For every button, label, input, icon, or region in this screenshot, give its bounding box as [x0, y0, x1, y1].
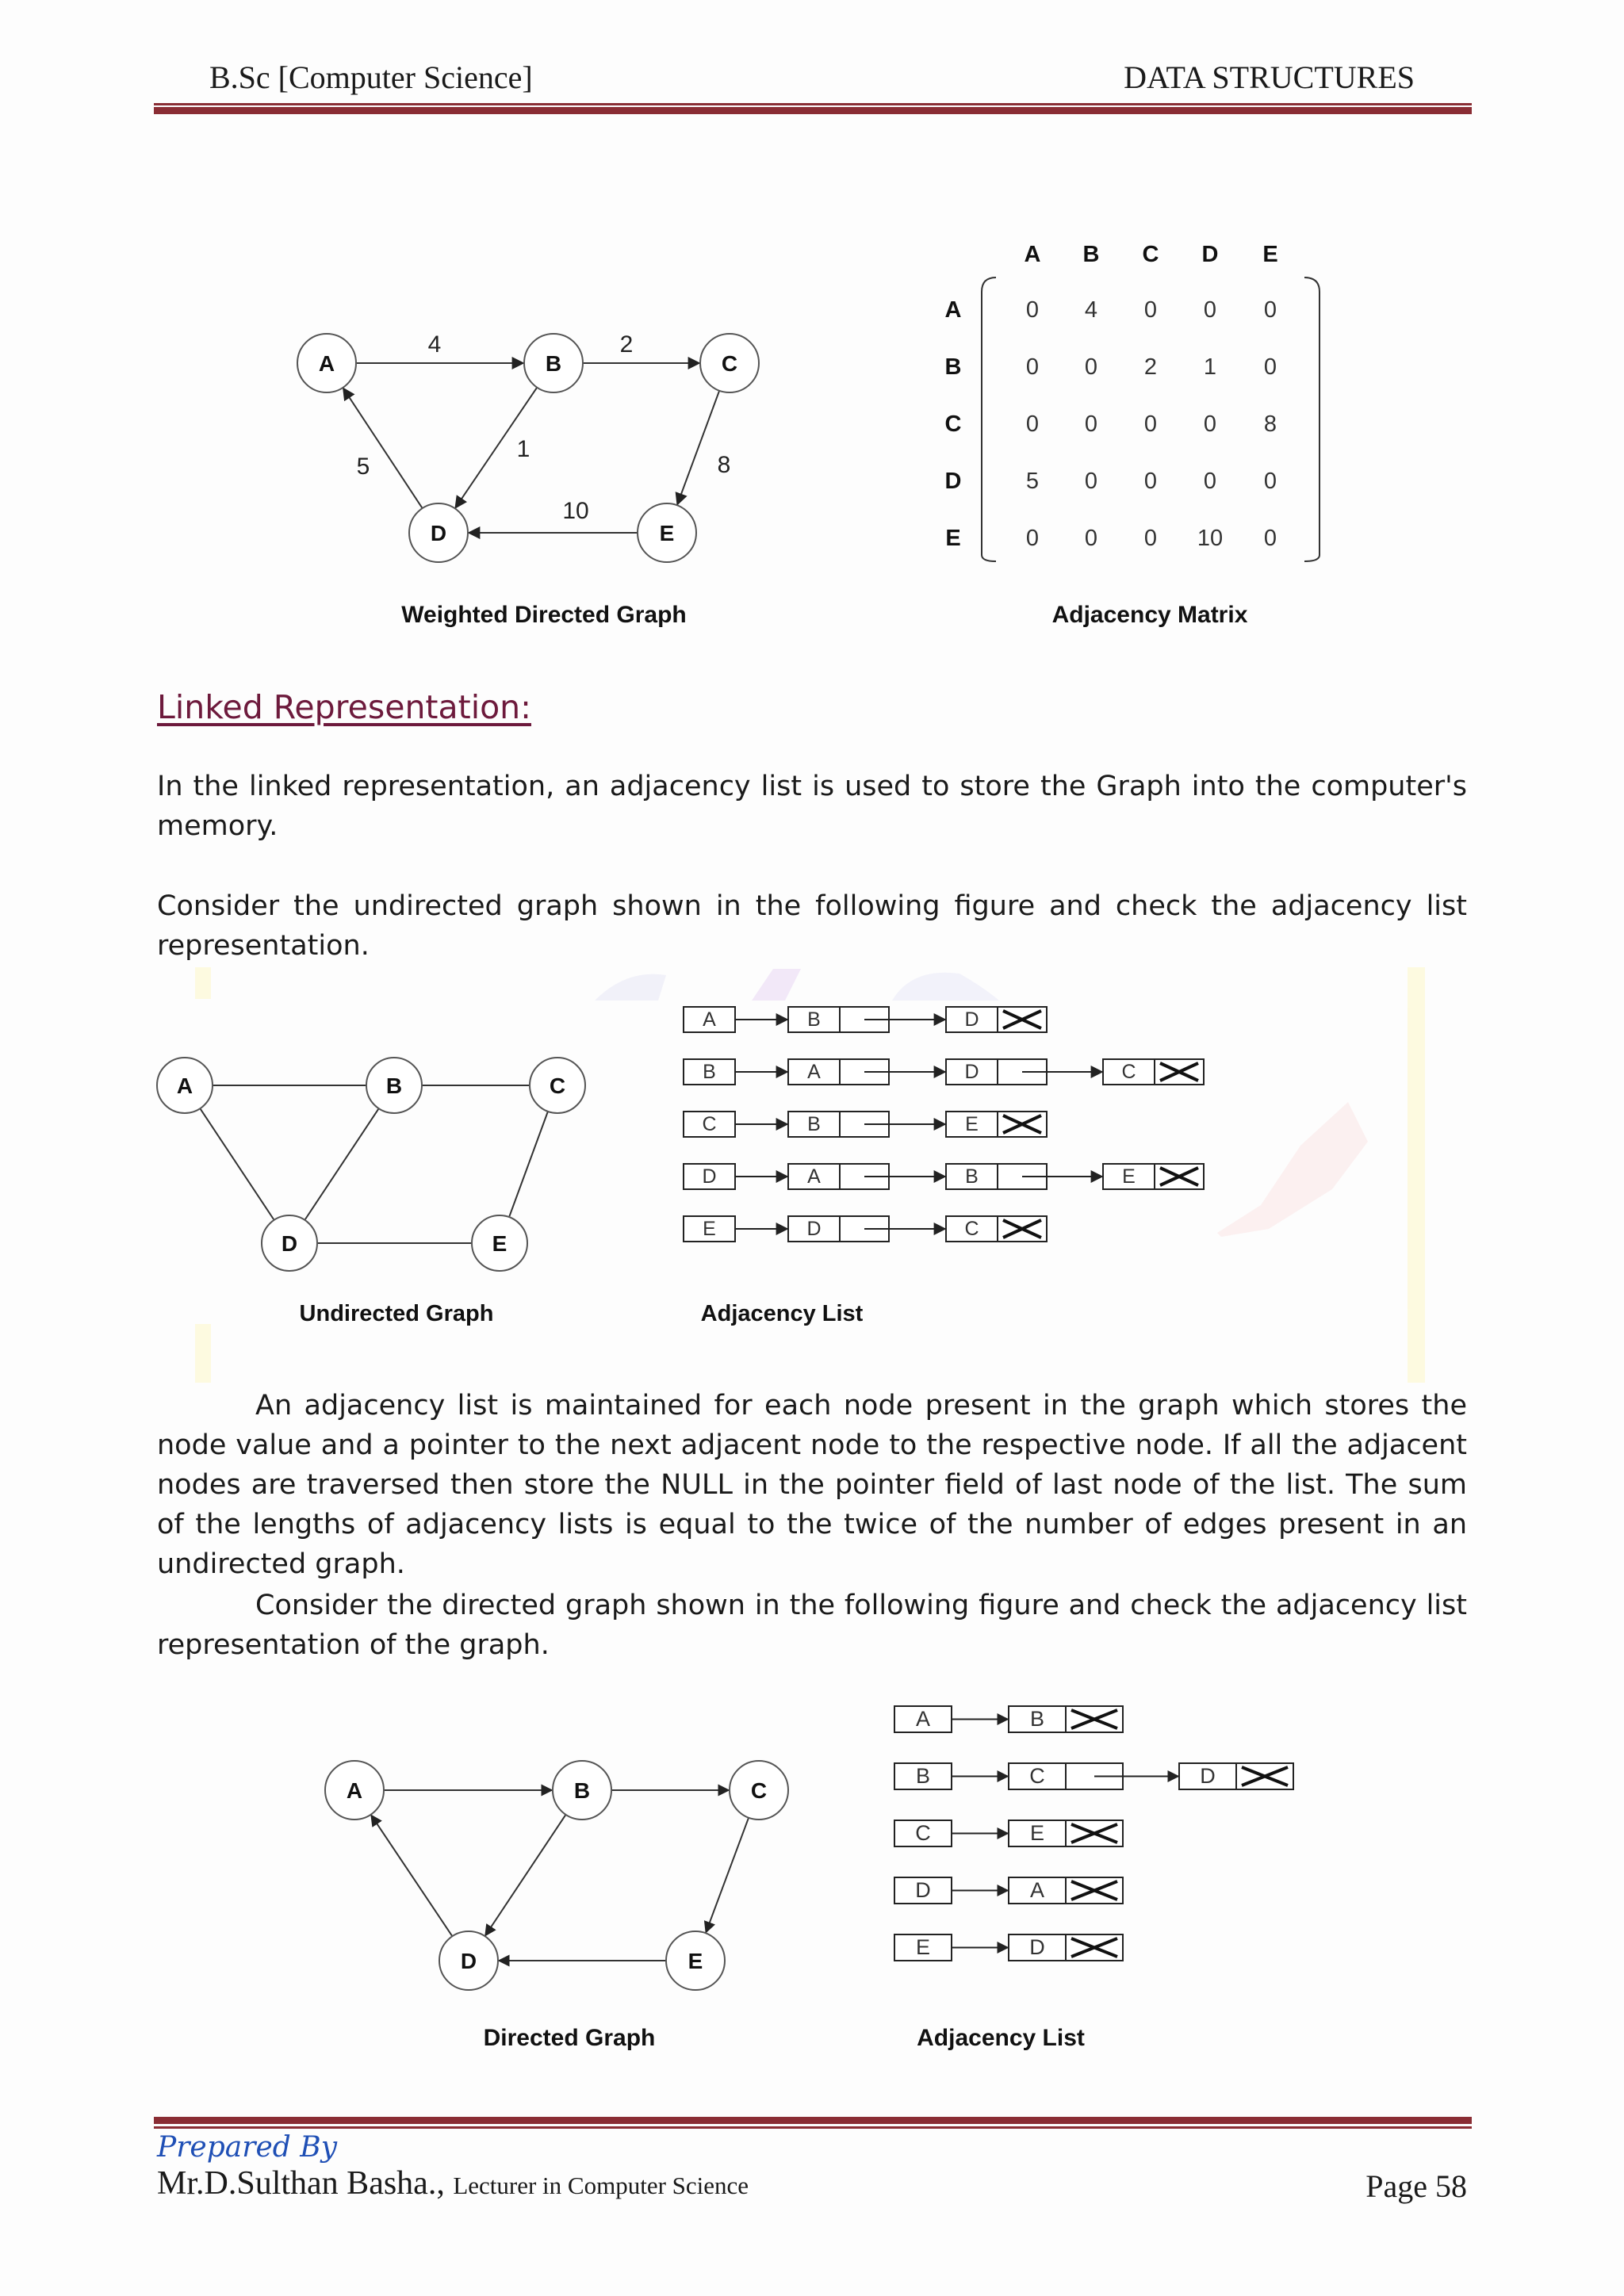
list-head-label: D [915, 1878, 931, 1902]
matrix-cell: 0 [1263, 469, 1277, 494]
edge-weight-label: 2 [619, 331, 634, 358]
node-b-label: B [545, 351, 562, 376]
undirected-adjacency-list [684, 1007, 1204, 1242]
header-rule-thin [154, 103, 1472, 105]
author [157, 2164, 749, 2202]
list-node-label: E [1029, 1821, 1045, 1845]
edge-weight-label: 1 [516, 436, 530, 462]
edge-b-d [485, 1815, 565, 1936]
node-d-label: D [460, 1949, 477, 1973]
matrix-cell: 0 [1263, 526, 1277, 551]
list-head-label: C [702, 1113, 717, 1135]
edge-b-d [305, 1108, 379, 1219]
list-head-label: B [915, 1764, 931, 1788]
node-b-label: B [385, 1073, 403, 1098]
matrix-left-bracket [982, 277, 996, 561]
matrix-col-header: C [1142, 242, 1159, 267]
author-title: Lecturer in Computer Science [453, 2172, 749, 2199]
weighted-directed-graph [297, 331, 759, 562]
weighted-graph-caption: Weighted Directed Graph [401, 602, 687, 628]
paragraph-undirected-consider: Consider the undirected graph shown in the following figure and check the adjacency list representation. [157, 890, 1467, 962]
section-title: Linked Representation: [157, 688, 531, 726]
directed-adjacency-list [894, 1706, 1293, 1961]
header-course: B.Sc [Computer Science] [209, 59, 533, 95]
node-a-label: A [318, 351, 335, 376]
edge-c-e [677, 391, 719, 505]
matrix-col-header: A [1024, 242, 1041, 267]
adjacency-matrix-caption: Adjacency Matrix [1051, 602, 1248, 628]
edge-c-e [509, 1112, 548, 1216]
matrix-cell: 0 [1084, 354, 1098, 380]
undirected-graph [157, 1058, 585, 1271]
header-rule-thick [154, 107, 1472, 114]
footer-rule-thin [154, 2126, 1472, 2129]
list-node-label: E [965, 1113, 979, 1135]
prepared-by: Prepared By [157, 2131, 338, 2164]
list-head-label: E [915, 1935, 931, 1959]
list-node-label: D [806, 1218, 822, 1240]
node-c-label: C [721, 351, 738, 376]
list-head-label: E [703, 1218, 716, 1240]
list-node-label: B [965, 1165, 979, 1188]
list-node-label: D [1200, 1764, 1216, 1788]
edge-weight-label: 8 [717, 452, 731, 478]
matrix-cell: 1 [1203, 354, 1217, 380]
list-head-label: D [702, 1165, 717, 1188]
matrix-cell: 0 [1263, 354, 1277, 380]
figure-undirected-graph-list [0, 966, 1624, 1386]
matrix-row-header: A [944, 297, 962, 323]
list-head-label: A [703, 1008, 716, 1031]
list-node-label: D [964, 1061, 979, 1083]
matrix-row-header: C [944, 411, 962, 437]
list-node-label: D [1029, 1935, 1045, 1959]
matrix-col-header: D [1201, 242, 1219, 267]
node-b-label: B [573, 1778, 591, 1803]
node-e-label: E [688, 1949, 703, 1973]
paragraph-adjacency-explanation: An adjacency list is maintained for each node present in the graph which stores the node value and a pointer to the next adjacent node to the respective node. If all the adjacent nodes are traversed then store the NULL in the pointer field of last node of the list. The sum of the lengths of adjacency lists is equal to the twice of the number of edges present in an undirected graph. [157, 1390, 1467, 1580]
list-head-label: A [915, 1707, 931, 1731]
paragraph-directed-consider: Consider the directed graph shown in the following figure and check the adjacency list representation of the graph. [157, 1590, 1467, 1661]
list-node-label: D [964, 1008, 979, 1031]
edge-d-a [343, 388, 423, 508]
matrix-cell: 5 [1025, 469, 1040, 494]
matrix-cell: 0 [1143, 297, 1158, 323]
list-node-label: B [807, 1113, 821, 1135]
matrix-col-header: E [1262, 242, 1278, 267]
matrix-row-header: D [944, 469, 962, 494]
matrix-cell: 4 [1084, 297, 1098, 323]
matrix-row-header: B [944, 354, 962, 380]
list-node-label: B [1029, 1707, 1045, 1731]
matrix-cell: 2 [1143, 354, 1158, 380]
matrix-cell: 0 [1143, 411, 1158, 437]
list-node-label: A [807, 1165, 821, 1188]
list-node-label: B [807, 1008, 821, 1031]
matrix-cell: 0 [1025, 354, 1040, 380]
matrix-cell: 0 [1263, 297, 1277, 323]
matrix-cell: 0 [1084, 411, 1098, 437]
page-number: Page 58 [1365, 2168, 1467, 2204]
node-a-label: A [346, 1778, 363, 1803]
list-node-label: C [1121, 1061, 1136, 1083]
matrix-cell: 0 [1203, 297, 1217, 323]
footer-rule-thick [154, 2117, 1472, 2124]
matrix-cell: 8 [1263, 411, 1277, 437]
node-a-label: A [176, 1073, 193, 1098]
directed-list-caption: Adjacency List [917, 2025, 1085, 2051]
matrix-cell: 0 [1025, 526, 1040, 551]
matrix-col-header: B [1082, 242, 1100, 267]
adjacency-matrix [945, 242, 1320, 561]
matrix-cell: 0 [1084, 469, 1098, 494]
matrix-right-bracket [1304, 277, 1320, 561]
list-node-label: A [1029, 1878, 1045, 1902]
list-head-label: C [915, 1821, 931, 1845]
figure-directed-graph-list [0, 1681, 1624, 2061]
node-c-label: C [750, 1778, 768, 1803]
matrix-cell: 0 [1203, 469, 1217, 494]
undirected-list-caption: Adjacency List [700, 1301, 864, 1326]
matrix-row-header: E [945, 526, 961, 551]
node-d-label: D [430, 521, 447, 545]
edge-weight-label: 4 [427, 331, 442, 358]
list-head-label: B [703, 1061, 716, 1083]
figure-weighted-graph-matrix [0, 222, 1624, 650]
matrix-cell: 0 [1143, 526, 1158, 551]
list-node-label: E [1122, 1165, 1136, 1188]
directed-graph [325, 1761, 788, 1990]
matrix-cell: 10 [1197, 526, 1224, 551]
edge-weight-label: 5 [356, 453, 370, 480]
list-node-label: C [1029, 1764, 1045, 1788]
edge-weight-label: 10 [562, 498, 589, 524]
matrix-cell: 0 [1025, 411, 1040, 437]
directed-graph-caption: Directed Graph [483, 2025, 656, 2051]
list-node-label: A [807, 1061, 821, 1083]
node-e-label: E [492, 1231, 508, 1256]
list-node-label: C [964, 1218, 979, 1240]
edge-d-a [371, 1816, 452, 1937]
matrix-cell: 0 [1084, 526, 1098, 551]
paragraph-linked-intro: In the linked representation, an adjacency list is used to store the Graph into the computer's memory. [157, 771, 1467, 842]
matrix-cell: 0 [1143, 469, 1158, 494]
edge-c-e [706, 1818, 749, 1933]
header-subject: DATA STRUCTURES [1124, 59, 1415, 95]
matrix-cell: 0 [1025, 297, 1040, 323]
node-d-label: D [281, 1231, 298, 1256]
edge-a-d [200, 1108, 274, 1219]
node-e-label: E [659, 521, 675, 545]
matrix-cell: 0 [1203, 411, 1217, 437]
node-c-label: C [549, 1073, 566, 1098]
undirected-graph-caption: Undirected Graph [299, 1301, 494, 1326]
author-name: Mr.D.Sulthan Basha., [157, 2165, 445, 2202]
